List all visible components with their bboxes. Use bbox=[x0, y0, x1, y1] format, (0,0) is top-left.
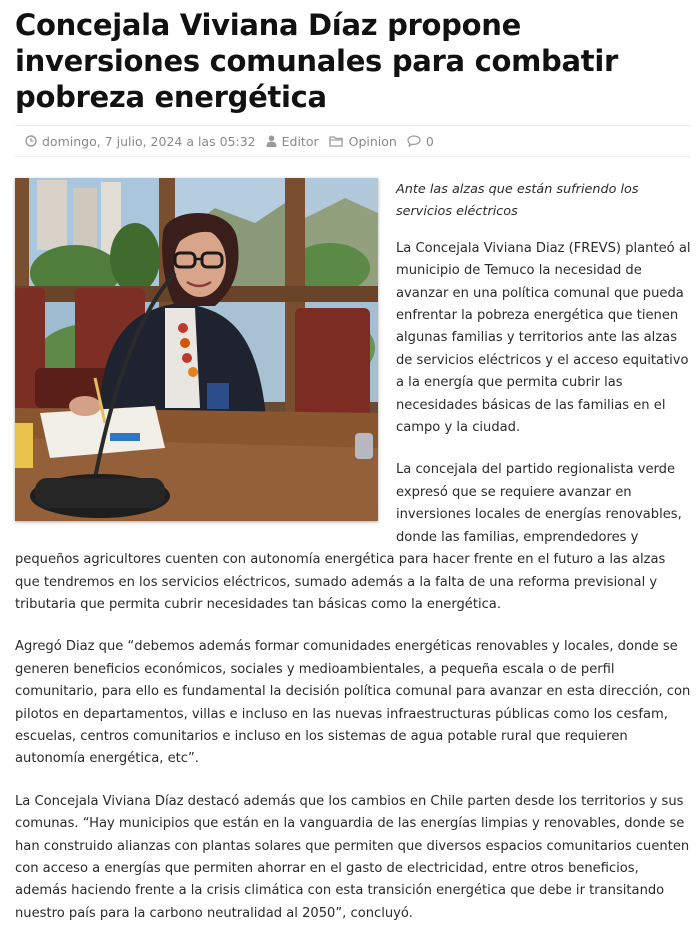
meta-comments[interactable] bbox=[407, 134, 434, 149]
user-icon bbox=[266, 135, 277, 147]
meta-comments-count[interactable]: 0 bbox=[425, 133, 434, 149]
article-paragraph: Agregó Diaz que “debemos además formar comunidades energéticas renovables y locales, donde se generen beneficios económicos, sociales y medioambientales, a pequeña escala o de perfil comunitario, para ello es fundamental la decisión política comunal para avanzar en esta dirección, con pilotos en departamentos, villas e incluso en las nuevas infraestructuras públicas como los cesfam, escuelas, centros comunitarios e incluso en los sistemas de agua potable rural que requieren autonomía energética, etc”. bbox=[15, 639, 691, 767]
article-paragraph: La concejala del partido regionalista verde expresó que se requiere avanzar en inversiones locales de energías renovables, donde las familias, emprendedores y pequeños agricultores cuenten con autonomía energética para hacer frente en el futuro a las alzas que tendremos en los servicios eléctricos, sumado además a la falta de una reforma previsional y tributaria que permita cubrir necesidades tan básicas como la energética. bbox=[15, 462, 682, 612]
meta-date bbox=[25, 134, 256, 149]
folder-icon bbox=[329, 135, 344, 147]
meta-author[interactable] bbox=[266, 134, 319, 149]
meta-author-link[interactable]: Editor bbox=[281, 133, 319, 149]
article-body bbox=[15, 178, 691, 925]
article-title: Concejala Viviana Díaz propone inversiones comunales para combatir pobreza energética bbox=[15, 8, 618, 114]
article-paragraph: La Concejala Viviana Díaz destacó además que los cambios en Chile parten desde los territorios y sus comunas. “Hay municipios que están en la vanguardia de las energías limpias y renovables, donde se han construido alianzas con plantas solares que permiten que diversos espacios comunitarios cuenten con acceso a energías que permiten ahorrar en el gasto de electricidad, entre otros beneficios, además haciendo frente a la crisis climática con esta transición energética que debe ir transitando nuestro país para la carbono neutralidad al 2050”, concluyó. bbox=[15, 793, 690, 921]
article-meta bbox=[15, 125, 691, 157]
meta-date-text: domingo, 7 julio, 2024 a las 05:32 bbox=[42, 133, 256, 149]
meta-category-link[interactable]: Opinion bbox=[348, 133, 397, 149]
comment-icon bbox=[407, 135, 421, 147]
article-photo bbox=[15, 178, 378, 521]
article-paragraph: La Concejala Viviana Diaz (FREVS) planteó al municipio de Temuco la necesidad de avanzar en una política comunal que pueda enfrentar la pobreza energética que tienen algunas familias y territorios ante las alzas de servicios eléctricos y el acceso equitativo a la energía que permita cubrir las necesidades básicas de las familias en el campo y la ciudad. bbox=[396, 240, 691, 436]
meta-category[interactable] bbox=[329, 134, 397, 149]
article-lead: Ante las alzas que están sufriendo los servicios eléctricos bbox=[396, 182, 639, 220]
clock-icon bbox=[25, 135, 37, 147]
